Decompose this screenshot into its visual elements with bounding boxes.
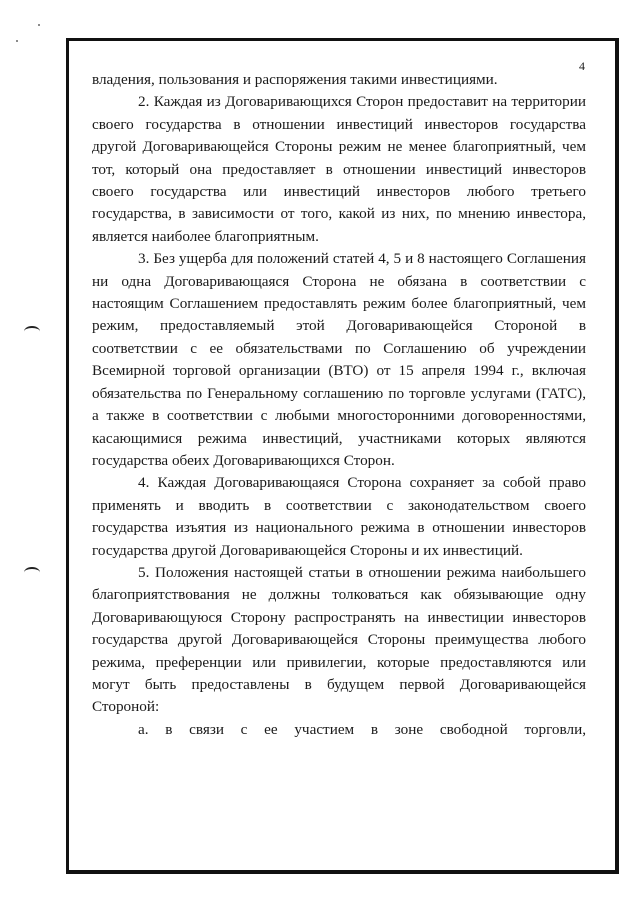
scan-speck — [38, 24, 40, 26]
page-number: 4 — [579, 59, 585, 73]
paragraph-continuation: владения, пользования и распоряжения такими инвестициями. — [92, 71, 498, 88]
paragraph-3: 3. Без ущерба для положений статей 4, 5 и 8 настоящего Соглашения ни одна Договаривающаяся Сторона не обязана в соответствии с настоящим Соглашением предоставлять режим более благоприятный, чем режим, предоставляемый этой Договаривающейся Стороной в соответствии с ее обязательствами по Соглашению об учреждении Всемирной торговой организации (ВТО) от 15 апреля 1994 г., включая обязательства по Генеральному соглашению по торговле услугами (ГАТС), а также в соответствии с любыми многосторонними договоренностями, касающимися режима инвестиций, участниками которых являются государства обеих Договаривающихся Сторон. — [92, 250, 586, 469]
paragraph-5: 5. Положения настоящей статьи в отношении режима наибольшего благоприятствования не должны толковаться как обязывающие одну Договаривающуюся Сторону распространять на инвестиции инвесторов государства другой Договаривающейся Стороны преимущества любого режима, преференции или привилегии, которые предоставляются или могут быть предоставлены в будущем первой Договаривающейся Стороной: — [92, 563, 586, 716]
binder-mark-bottom — [24, 567, 40, 578]
list-item-a: a. в связи с ее участием в зоне свободной торговли, — [138, 720, 586, 738]
document-page-frame — [66, 38, 619, 874]
paragraph-4: 4. Каждая Договаривающаяся Сторона сохраняет за собой право применять и вводить в соответствии с законодательством своего государства изъятия из национального режима в отношении инвесторов государства другой Договаривающейся Стороны и их инвестиций. — [92, 474, 586, 559]
scan-speck — [16, 40, 18, 42]
document-body — [92, 69, 586, 741]
paragraph-2: 2. Каждая из Договаривающихся Сторон предоставит на территории своего государства в отношении инвестиций инвесторов государства другой Договаривающейся Стороны режим не менее благоприятный, чем тот, который она предоставляет в отношении инвестиций инвесторов своего государства или инвестиций инвесторов любого третьего государства, в зависимости от того, какой из них, по мнению инвестора, является наиболее благоприятным. — [92, 93, 586, 245]
binder-mark-top — [24, 326, 40, 337]
